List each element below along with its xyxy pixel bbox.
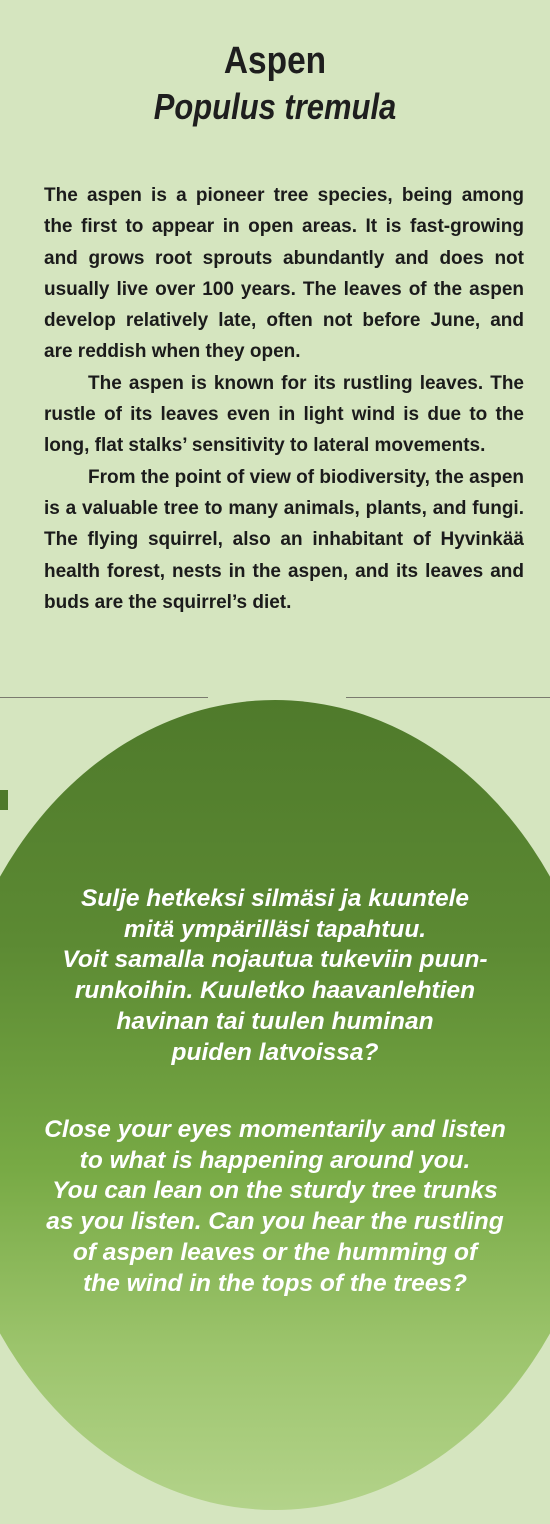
prompt-circle xyxy=(0,700,550,1510)
prompt-line: as you listen. Can you hear the rustling xyxy=(46,1208,504,1236)
prompt-line: to what is happening around you. xyxy=(79,1146,471,1174)
prompt-line: mitä ympärilläsi tapahtuu. xyxy=(123,915,427,943)
prompt-line: havinan tai tuulen huminan xyxy=(116,1007,434,1035)
prompt-line: You can lean on the sturdy tree trunks xyxy=(52,1177,498,1205)
divider-right xyxy=(346,697,550,698)
edge-mark xyxy=(0,790,8,810)
prompt-finnish xyxy=(0,884,550,1068)
paragraph-rustling: The aspen is known for its rustling leaves. The rustle of its leaves even in light wind is due to the long, flat stalks’ sensitivity to lateral movements. xyxy=(44,372,524,457)
prompt-line: runkoihin. Kuuletko haavanlehtien xyxy=(74,977,476,1005)
paragraph-biodiversity: From the point of view of biodiversity, the aspen is a valuable tree to many animals, plants, and fungi. The flying squirrel, also an inhabitant of Hyvinkää health forest, nests in the aspen, and its leaves and buds are the squirrel’s diet. xyxy=(44,466,524,613)
scientific-name: Populus tremula xyxy=(153,86,397,127)
prompt-english xyxy=(0,1115,550,1299)
prompt-line: Voit samalla nojautua tukeviin puun- xyxy=(62,946,488,974)
prompt-line: of aspen leaves or the humming of xyxy=(72,1238,478,1266)
paragraph-intro: The aspen is a pioneer tree species, being among the first to appear in open areas. It is fast-growing and grows root sprouts abundantly and does not usually live over 100 years. The leaves of the aspen develop relatively late, often not before June, and are reddish when they open. xyxy=(44,185,524,363)
prompt-line: Close your eyes momentarily and listen xyxy=(44,1116,506,1143)
divider-left xyxy=(0,697,208,698)
header xyxy=(0,38,550,130)
page-title: Aspen xyxy=(223,40,327,82)
prompt-line: puiden latvoissa? xyxy=(171,1038,379,1066)
prompt-line: Sulje hetkeksi silmäsi ja kuuntele xyxy=(80,885,470,912)
description xyxy=(44,180,524,618)
prompt-line: the wind in the tops of the trees? xyxy=(83,1269,467,1297)
